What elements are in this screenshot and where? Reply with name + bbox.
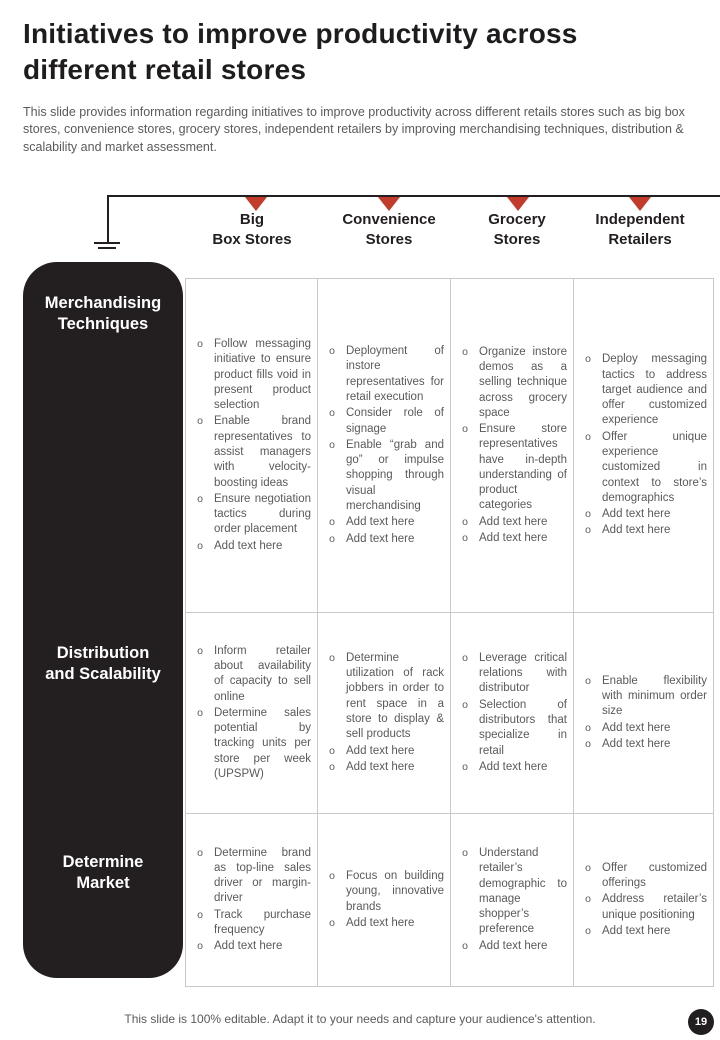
bullet-text: Add text here bbox=[602, 508, 671, 521]
circle-bullet-icon: o bbox=[329, 532, 335, 545]
table-cell bbox=[574, 279, 713, 613]
column-marker-icon bbox=[245, 197, 267, 211]
circle-bullet-icon: o bbox=[462, 698, 468, 711]
bullet-text: Add text here bbox=[346, 744, 415, 757]
circle-bullet-icon: o bbox=[585, 737, 591, 750]
bullet-item bbox=[582, 924, 707, 939]
bullet-item bbox=[582, 892, 707, 923]
bullet-text: Organize instore demos as a selling technique across grocery space bbox=[479, 345, 567, 419]
bullet-text: Ensure store representatives have in-depth understanding of product categories bbox=[479, 423, 567, 512]
bullet-list bbox=[459, 845, 567, 955]
circle-bullet-icon: o bbox=[197, 908, 203, 921]
bullet-item bbox=[459, 760, 567, 775]
column-marker-icon bbox=[629, 197, 651, 211]
circle-bullet-icon: o bbox=[585, 721, 591, 734]
bullet-text: Add text here bbox=[479, 760, 548, 773]
bullet-text: Add text here bbox=[479, 939, 548, 952]
circle-bullet-icon: o bbox=[329, 438, 335, 451]
column-header-line: Grocery bbox=[488, 211, 546, 228]
row-label-line: Determine bbox=[62, 853, 144, 871]
circle-bullet-icon: o bbox=[197, 706, 203, 719]
bullet-text: Ensure negotiation tactics during order placement bbox=[214, 492, 311, 536]
initiatives-matrix-table bbox=[185, 278, 714, 987]
bullet-text: Add text here bbox=[479, 515, 548, 528]
bullet-item bbox=[582, 430, 707, 506]
bullet-list bbox=[194, 336, 311, 555]
bullet-item bbox=[194, 908, 311, 939]
bullet-text: Leverage critical relations with distributor bbox=[479, 651, 567, 695]
row-label-line: Merchandising bbox=[44, 294, 162, 312]
bullet-item bbox=[459, 846, 567, 938]
bullet-item bbox=[326, 344, 444, 405]
row-label-line: Techniques bbox=[57, 315, 149, 334]
bullet-item bbox=[326, 651, 444, 743]
circle-bullet-icon: o bbox=[329, 744, 335, 757]
bullet-text: Enable brand representatives to assist managers with velocity-boosting ideas bbox=[214, 415, 311, 489]
bullet-item bbox=[582, 674, 707, 720]
bullet-text: Offer unique experience customized in context to store’s demographics bbox=[602, 430, 707, 504]
table-cell bbox=[186, 279, 318, 613]
bullet-item bbox=[326, 515, 444, 530]
circle-bullet-icon: o bbox=[462, 651, 468, 664]
page-title: Initiatives to improve productivity across different retail stores bbox=[23, 18, 578, 85]
page-number: 19 bbox=[694, 1016, 708, 1028]
bullet-item bbox=[459, 345, 567, 421]
bullet-text: Add text here bbox=[346, 916, 415, 929]
bullet-text: Add text here bbox=[602, 737, 671, 750]
bullet-item bbox=[459, 515, 567, 530]
column-header-convenience-stores bbox=[324, 210, 454, 249]
circle-bullet-icon: o bbox=[462, 515, 468, 528]
bullet-list bbox=[194, 643, 311, 784]
bullet-item bbox=[326, 869, 444, 915]
column-header-line: Stores bbox=[365, 230, 413, 248]
circle-bullet-icon: o bbox=[585, 861, 591, 874]
table-cell bbox=[574, 613, 713, 814]
slide-subtitle: This slide provides information regarding initiatives to improve productivity across different retails stores such as big box stores, convenience stores, grocery stores, independent retailers by improving merchandising techniques, distribution & scalability and market assessment. bbox=[23, 105, 685, 154]
table-cell bbox=[186, 613, 318, 814]
table-cell bbox=[318, 613, 451, 814]
bullet-list bbox=[459, 650, 567, 776]
column-header-line: Box Stores bbox=[212, 230, 292, 248]
bullet-item bbox=[459, 422, 567, 514]
bullet-item bbox=[194, 939, 311, 954]
bullet-text: Deployment of instore representatives for retail execution bbox=[346, 345, 444, 404]
circle-bullet-icon: o bbox=[585, 353, 591, 366]
column-header-line: Big bbox=[239, 211, 265, 228]
bullet-item bbox=[326, 406, 444, 437]
bullet-text: Determine brand as top-line sales driver or margin-driver bbox=[214, 846, 311, 905]
circle-bullet-icon: o bbox=[462, 847, 468, 860]
table-cell bbox=[318, 814, 451, 986]
bullet-item bbox=[459, 531, 567, 546]
column-header-line: Stores bbox=[493, 230, 541, 248]
bullet-text: Add text here bbox=[346, 532, 415, 545]
bullet-item bbox=[326, 744, 444, 759]
bullet-item bbox=[194, 539, 311, 554]
bullet-text: Offer customized offerings bbox=[602, 861, 707, 890]
circle-bullet-icon: o bbox=[197, 415, 203, 428]
column-marker-icon bbox=[507, 197, 529, 211]
circle-bullet-icon: o bbox=[197, 644, 203, 657]
column-header-independent-retailers bbox=[575, 210, 705, 249]
bullet-item bbox=[194, 706, 311, 782]
circle-bullet-icon: o bbox=[329, 407, 335, 420]
bullet-text: Inform retailer about availability of capacity to sell online bbox=[214, 644, 311, 703]
circle-bullet-icon: o bbox=[329, 516, 335, 529]
bullet-text: Consider role of signage bbox=[346, 407, 444, 435]
bullet-text: Enable flexibility with minimum order size bbox=[602, 674, 707, 718]
row-label-line: Distribution bbox=[56, 644, 150, 662]
row-label-merchandising-techniques bbox=[23, 293, 183, 336]
column-header-grocery-stores bbox=[452, 210, 582, 249]
bullet-text: Add text here bbox=[479, 532, 548, 545]
circle-bullet-icon: o bbox=[329, 345, 335, 358]
circle-bullet-icon: o bbox=[329, 869, 335, 882]
column-header-line: Convenience bbox=[342, 211, 436, 228]
bullet-text: Add text here bbox=[214, 940, 283, 953]
circle-bullet-icon: o bbox=[197, 940, 203, 953]
bullet-text: Add text here bbox=[602, 524, 671, 537]
circle-bullet-icon: o bbox=[585, 893, 591, 906]
bullet-item bbox=[582, 352, 707, 428]
bullet-item bbox=[459, 651, 567, 697]
column-header-line: Independent bbox=[595, 211, 685, 228]
circle-bullet-icon: o bbox=[462, 532, 468, 545]
ground-tick bbox=[98, 247, 116, 249]
bullet-text: Determine sales potential by tracking units per store per week (UPSPW) bbox=[214, 706, 311, 780]
bullet-item bbox=[582, 507, 707, 522]
page-number-badge bbox=[688, 1009, 714, 1035]
bullet-text: Follow messaging initiative to ensure product fills void in present product selection bbox=[214, 338, 311, 412]
bullet-item bbox=[194, 846, 311, 907]
table-cell bbox=[451, 279, 574, 613]
bullet-text: Deploy messaging tactics to address target audience and offer customized experience bbox=[602, 353, 707, 427]
ground-tick bbox=[94, 242, 120, 244]
bullet-list bbox=[582, 860, 707, 940]
bullet-text: Add text here bbox=[602, 924, 671, 937]
ground-icon bbox=[94, 242, 122, 250]
bullet-list bbox=[582, 673, 707, 753]
bullet-item bbox=[459, 939, 567, 954]
circle-bullet-icon: o bbox=[462, 423, 468, 436]
bullet-list bbox=[194, 845, 311, 956]
bullet-text: Determine utilization of rack jobbers in order to rent space in a store to display & sell products bbox=[346, 651, 444, 741]
bullet-item bbox=[194, 414, 311, 490]
bullet-item bbox=[194, 644, 311, 705]
row-label-determine-market bbox=[23, 852, 183, 895]
bullet-text: Enable “grab and go” or impulse shopping through visual merchandising bbox=[346, 438, 444, 512]
table-cell bbox=[574, 814, 713, 986]
circle-bullet-icon: o bbox=[585, 508, 591, 521]
row-label-line: Market bbox=[76, 874, 130, 893]
circle-bullet-icon: o bbox=[197, 338, 203, 351]
bullet-item bbox=[326, 760, 444, 775]
bullet-list bbox=[326, 343, 444, 548]
bullet-item bbox=[326, 438, 444, 514]
bullet-list bbox=[582, 351, 707, 539]
bullet-item bbox=[326, 532, 444, 547]
bullet-list bbox=[459, 344, 567, 548]
header-connector-drop-line bbox=[107, 195, 109, 242]
circle-bullet-icon: o bbox=[329, 651, 335, 664]
column-header-line: Retailers bbox=[608, 230, 672, 248]
circle-bullet-icon: o bbox=[462, 760, 468, 773]
bullet-text: Selection of distributors that specialize in retail bbox=[479, 698, 567, 757]
bullet-item bbox=[582, 721, 707, 736]
bullet-text: Focus on building young, innovative brands bbox=[346, 869, 444, 913]
circle-bullet-icon: o bbox=[329, 916, 335, 929]
bullet-item bbox=[194, 337, 311, 413]
bullet-text: Add text here bbox=[346, 760, 415, 773]
bullet-item bbox=[459, 698, 567, 759]
bullet-text: Add text here bbox=[214, 539, 283, 552]
bullet-list bbox=[326, 650, 444, 776]
circle-bullet-icon: o bbox=[197, 492, 203, 505]
bullet-text: Add text here bbox=[346, 516, 415, 529]
row-label-distribution-and-scalability bbox=[23, 643, 183, 686]
bullet-item bbox=[326, 916, 444, 931]
bullet-item bbox=[582, 861, 707, 892]
table-cell bbox=[451, 613, 574, 814]
column-marker-icon bbox=[378, 197, 400, 211]
circle-bullet-icon: o bbox=[462, 345, 468, 358]
bullet-item bbox=[582, 737, 707, 752]
table-cell bbox=[318, 279, 451, 613]
bullet-text: Address retailer’s unique positioning bbox=[602, 893, 707, 921]
bullet-item bbox=[582, 523, 707, 538]
circle-bullet-icon: o bbox=[585, 524, 591, 537]
circle-bullet-icon: o bbox=[585, 430, 591, 443]
circle-bullet-icon: o bbox=[585, 924, 591, 937]
bullet-item bbox=[194, 492, 311, 538]
table-cell bbox=[186, 814, 318, 986]
bullet-text: Add text here bbox=[602, 721, 671, 734]
table-cell bbox=[451, 814, 574, 986]
bullet-text: Track purchase frequency bbox=[214, 908, 311, 936]
editable-note: This slide is 100% editable. Adapt it to your needs and capture your audience's attention. bbox=[124, 1012, 596, 1026]
circle-bullet-icon: o bbox=[329, 760, 335, 773]
circle-bullet-icon: o bbox=[197, 846, 203, 859]
bullet-list bbox=[326, 868, 444, 932]
column-header-big-box-stores bbox=[187, 210, 317, 249]
circle-bullet-icon: o bbox=[462, 939, 468, 952]
row-label-line: and Scalability bbox=[45, 665, 161, 684]
circle-bullet-icon: o bbox=[197, 539, 203, 552]
bullet-text: Understand retailer’s demographic to manage shopper’s preference bbox=[479, 847, 567, 936]
circle-bullet-icon: o bbox=[585, 674, 591, 687]
row-label-sidebar bbox=[23, 262, 183, 978]
